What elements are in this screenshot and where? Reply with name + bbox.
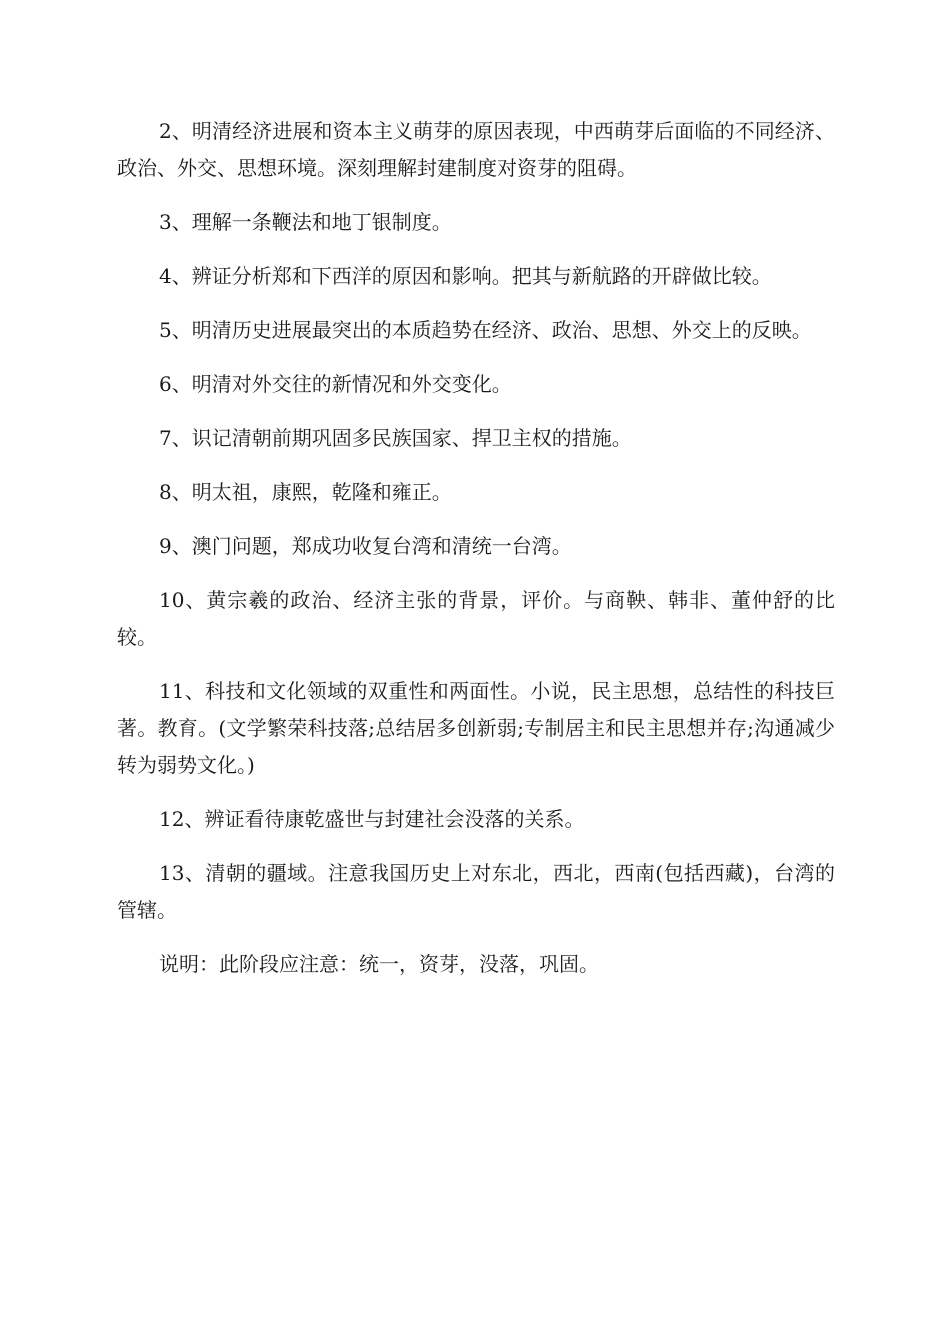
paragraph-note: 说明：此阶段应注意：统一，资芽，没落，巩固。 xyxy=(159,952,599,976)
paragraph-12: 12、辨证看待康乾盛世与封建社会没落的关系。 xyxy=(159,807,585,831)
paragraph-5: 5、明清历史进展最突出的本质趋势在经济、政治、思想、外交上的反映。 xyxy=(159,318,812,342)
paragraph-6: 6、明清对外交往的新情况和外交变化。 xyxy=(159,372,512,396)
paragraph-7: 7、识记清朝前期巩固多民族国家、捍卫主权的措施。 xyxy=(159,426,632,450)
paragraph-13: 13、清朝的疆域。注意我国历史上对东北，西北，西南(包括西藏)，台湾的管辖。 xyxy=(117,861,835,922)
paragraph-3: 3、理解一条鞭法和地丁银制度。 xyxy=(159,210,452,234)
paragraph-8: 8、明太祖，康熙，乾隆和雍正。 xyxy=(159,480,452,504)
paragraph-2: 2、明清经济进展和资本主义萌芽的原因表现，中西萌芽后面临的不同经济、政治、外交、思想环境。深刻理解封建制度对资芽的阻碍。 xyxy=(117,119,835,180)
paragraph-11: 11、科技和文化领域的双重性和两面性。小说，民主思想，总结性的科技巨著。教育。(文学繁荣科技落;总结居多创新弱;专制居主和民主思想并存;沟通减少转为弱势文化。) xyxy=(117,679,835,777)
paragraph-4: 4、辨证分析郑和下西洋的原因和影响。把其与新航路的开辟做比较。 xyxy=(159,264,772,288)
paragraph-9: 9、澳门问题，郑成功收复台湾和清统一台湾。 xyxy=(159,534,572,558)
document-body xyxy=(117,113,835,1000)
paragraph-10: 10、黄宗羲的政治、经济主张的背景，评价。与商鞅、韩非、董仲舒的比较。 xyxy=(117,588,835,649)
